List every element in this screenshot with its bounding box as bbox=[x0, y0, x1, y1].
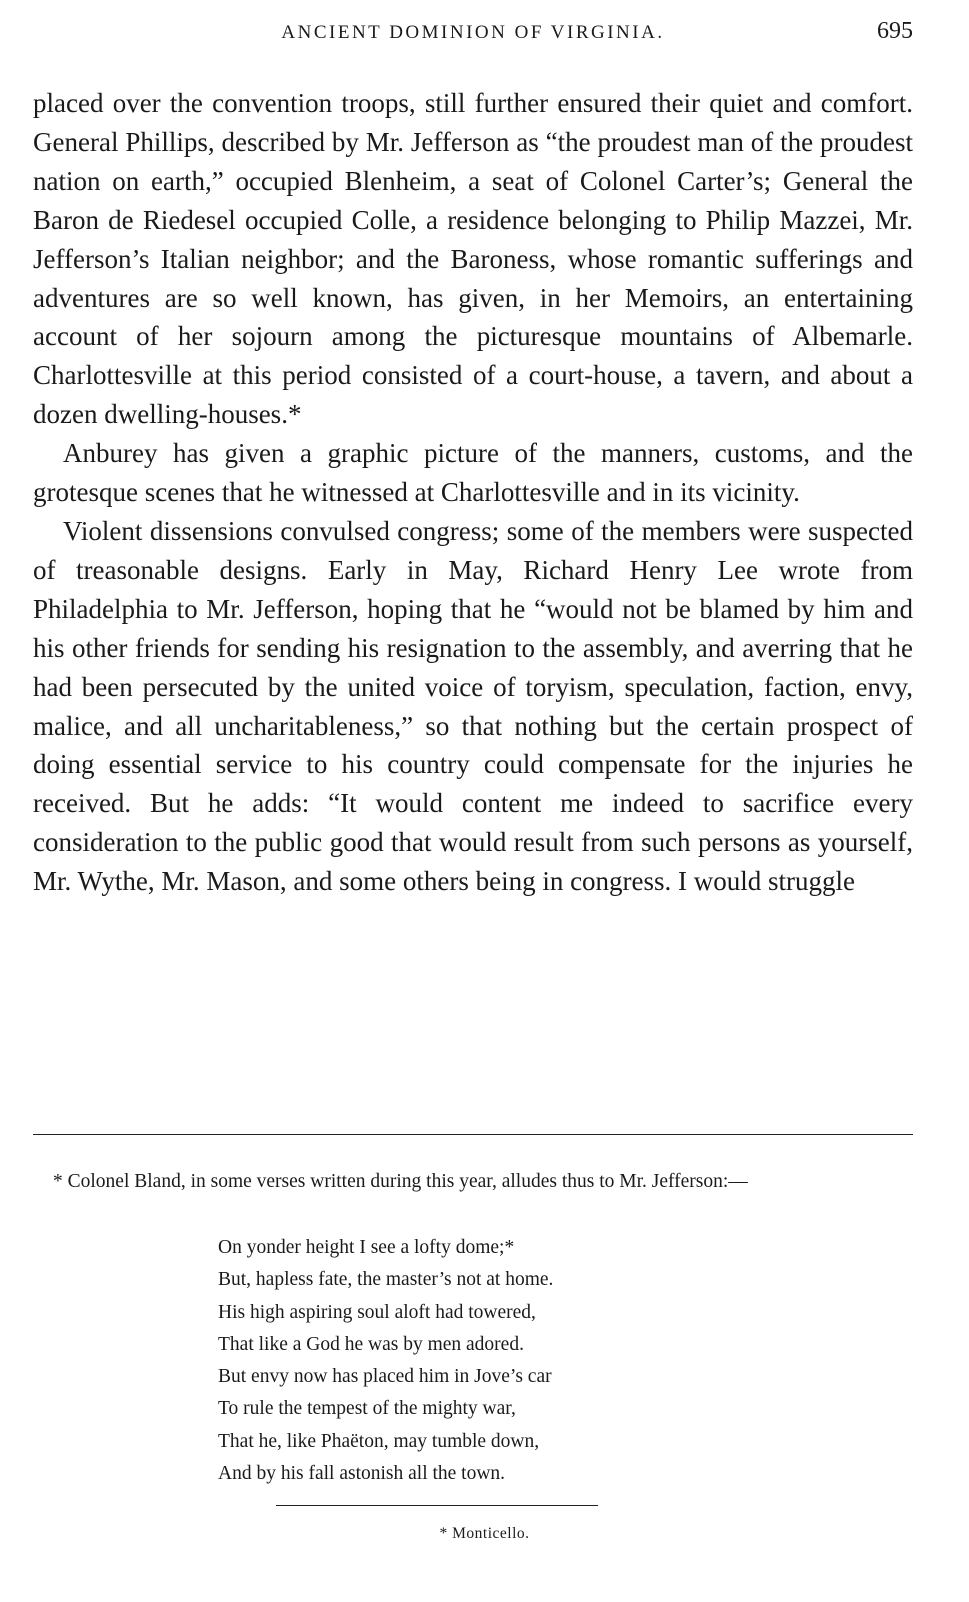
paragraph-1: placed over the convention troops, still further ensured their quiet and comfort. General Phillips, described by Mr. Jefferson as “the proudest man of the proudest nation on earth,” occupied Blenheim, a seat of Colonel Carter’s; General the Baron de Riedesel occupied Colle, a residence belonging to Philip Mazzei, Mr. Jefferson’s Italian neighbor; and the Baroness, whose romantic sufferings and adventures are so well known, has given, in her Memoirs, an entertaining account of her sojourn among the picturesque mountains of Albemarle. Charlottesville at this period consisted of a court-house, a tavern, and about a dozen dwelling-houses.* bbox=[33, 88, 913, 430]
poem-line: To rule the tempest of the mighty war, bbox=[218, 1398, 516, 1420]
footnote-divider bbox=[33, 1134, 913, 1135]
poem-line: His high aspiring soul aloft had towered, bbox=[218, 1301, 536, 1323]
subnote-divider bbox=[276, 1505, 598, 1506]
subnote: * Monticello. bbox=[439, 1525, 530, 1542]
main-text bbox=[33, 84, 913, 901]
poem-line: That like a God he was by men adored. bbox=[218, 1333, 524, 1355]
paragraph-3: Violent dissensions convulsed congress; some of the members were suspected of treasonable designs. Early in May, Richard Henry Lee wrote from Philadelphia to Mr. Jefferson, hoping that he “would not be blamed by him and his other friends for sending his resignation to the assembly, and averring that he had been persecuted by the united voice of toryism, speculation, faction, envy, malice, and all uncharitableness,” so that nothing but the certain prospect of doing essential service to his country could compensate for the injuries he received. But he adds: “It would content me indeed to sacrifice every consideration to the public good that would result from such persons as yourself, Mr. Wythe, Mr. Mason, and some others being in congress. I would struggle bbox=[33, 515, 913, 897]
poem-line: But envy now has placed him in Jove’s car bbox=[218, 1366, 552, 1388]
paragraph-2: Anburey has given a graphic picture of the manners, customs, and the grotesque scenes that he witnessed at Charlottesville and in its vicinity. bbox=[33, 438, 913, 508]
poem-line: But, hapless fate, the master’s not at home. bbox=[218, 1269, 554, 1291]
poem-line: On yonder height I see a lofty dome;* bbox=[218, 1237, 515, 1258]
poem-line: And by his fall astonish all the town. bbox=[218, 1463, 506, 1485]
page-header bbox=[33, 14, 913, 54]
running-head: ANCIENT DOMINION OF VIRGINIA. bbox=[281, 22, 665, 43]
page-number: 695 bbox=[877, 18, 913, 44]
poem-line: That he, like Phaëton, may tumble down, bbox=[218, 1430, 540, 1452]
footnote-poem bbox=[218, 1232, 838, 1490]
footnote-intro: * Colonel Bland, in some verses written during this year, alludes thus to Mr. Jefferson:— bbox=[53, 1171, 748, 1192]
